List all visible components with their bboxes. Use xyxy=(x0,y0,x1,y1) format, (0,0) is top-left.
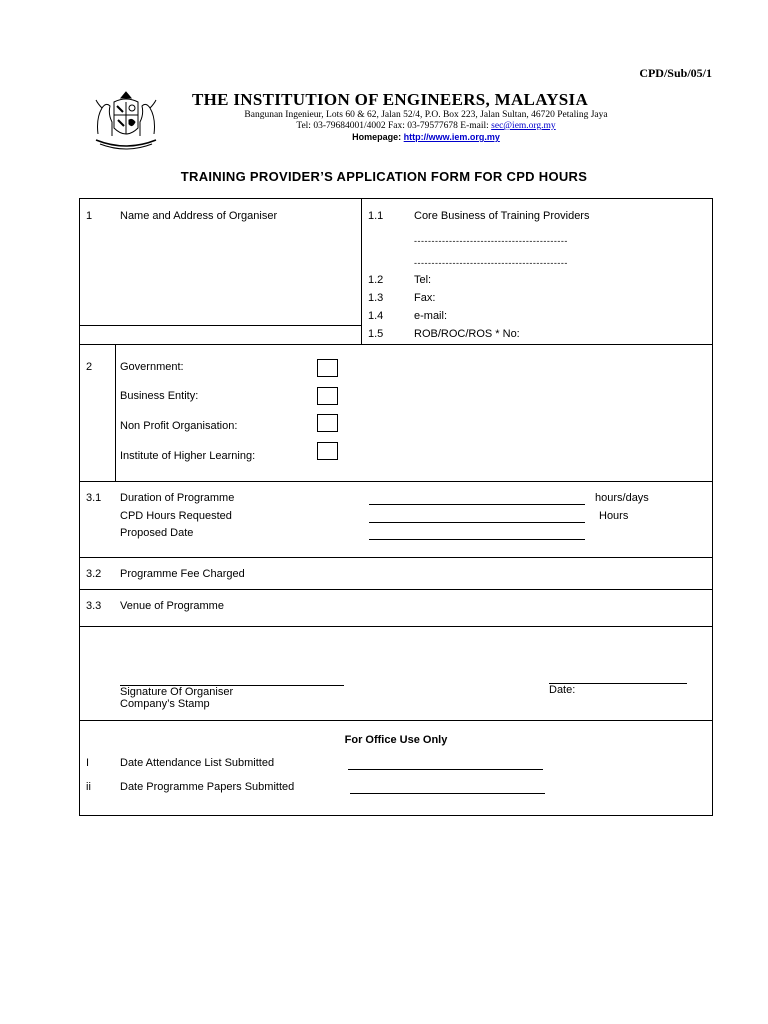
company-stamp-label: Company’s Stamp xyxy=(120,698,210,710)
proposed-date-input-line[interactable] xyxy=(369,539,585,540)
tel-fax-text: Tel: 03-79684001/4002 Fax: 03-79577678 E-mail: xyxy=(296,121,492,131)
section3-2-bottom-rule xyxy=(80,589,712,590)
attendance-list-label: Date Attendance List Submitted xyxy=(120,757,275,769)
section3-3-bottom-rule xyxy=(80,626,712,627)
section1-bottom-rule xyxy=(80,344,712,345)
item-1-2-number: 1.2 xyxy=(368,274,384,286)
option-higher-learning-label: Institute of Higher Learning: xyxy=(120,450,256,462)
section3-2-number: 3.2 xyxy=(86,568,102,580)
office-row-2-number: ii xyxy=(86,781,91,793)
higher-learning-checkbox[interactable] xyxy=(317,442,338,460)
registration-number-label: ROB/ROC/ROS * No: xyxy=(414,328,520,340)
institution-name: THE INSTITUTION OF ENGINEERS, MALAYSIA xyxy=(192,90,589,109)
section3-3-number: 3.3 xyxy=(86,600,102,612)
tel-field-label: Tel: xyxy=(414,274,432,286)
duration-label: Duration of Programme xyxy=(120,492,235,504)
section3-1-number: 3.1 xyxy=(86,492,102,504)
homepage-label: Homepage: xyxy=(352,132,404,142)
cpd-hours-input-line[interactable] xyxy=(369,522,585,523)
item-1-5-number: 1.5 xyxy=(368,328,384,340)
contact-line xyxy=(196,121,656,131)
core-business-line-2[interactable]: -------------------------------------------- xyxy=(414,258,568,268)
section2-number: 2 xyxy=(86,361,93,373)
section1-left-rule xyxy=(80,325,361,326)
option-government-label: Government: xyxy=(120,361,184,373)
item-1-3-number: 1.3 xyxy=(368,292,384,304)
office-use-title: For Office Use Only xyxy=(344,734,448,746)
section2-inner-divider xyxy=(115,344,116,481)
signature-date-label: Date: xyxy=(549,684,576,696)
attendance-list-date-line[interactable] xyxy=(348,769,543,770)
email-link[interactable]: sec@iem.org.my xyxy=(491,121,556,131)
signature-bottom-rule xyxy=(80,720,712,721)
iem-crest-logo xyxy=(88,88,164,156)
section3-1-bottom-rule xyxy=(80,557,712,558)
item-1-1-number: 1.1 xyxy=(368,210,384,222)
non-profit-checkbox[interactable] xyxy=(317,414,338,432)
cpd-hours-label: CPD Hours Requested xyxy=(120,510,232,522)
venue-label: Venue of Programme xyxy=(120,600,224,612)
office-row-1-number: I xyxy=(86,757,90,769)
core-business-line-1[interactable]: -------------------------------------------- xyxy=(414,236,568,246)
homepage-line xyxy=(196,132,656,142)
proposed-date-label: Proposed Date xyxy=(120,527,194,539)
option-business-entity-label: Business Entity: xyxy=(120,390,199,402)
fax-field-label: Fax: xyxy=(414,292,436,304)
section2-bottom-rule xyxy=(80,481,712,482)
duration-input-line[interactable] xyxy=(369,504,585,505)
programme-papers-date-line[interactable] xyxy=(350,793,545,794)
email-field-label: e-mail: xyxy=(414,310,448,322)
form-reference-code: CPD/Sub/05/1 xyxy=(639,66,712,80)
section1-number: 1 xyxy=(86,210,93,222)
form-title: TRAINING PROVIDER’S APPLICATION FORM FOR CPD HOURS xyxy=(180,169,588,184)
programme-fee-label: Programme Fee Charged xyxy=(120,568,245,580)
section1-divider xyxy=(361,199,362,344)
duration-unit: hours/days xyxy=(595,492,649,504)
application-form-table xyxy=(79,198,713,816)
homepage-link[interactable]: http://www.iem.org.my xyxy=(403,132,500,142)
organiser-name-address-label: Name and Address of Organiser xyxy=(120,210,278,222)
business-entity-checkbox[interactable] xyxy=(317,387,338,405)
item-1-4-number: 1.4 xyxy=(368,310,384,322)
core-business-label: Core Business of Training Providers xyxy=(414,210,590,222)
postal-address: Bangunan Ingenieur, Lots 60 & 62, Jalan 52/4, P.O. Box 223, Jalan Sultan, 46720 Petaling Jaya xyxy=(244,110,608,120)
programme-papers-label: Date Programme Papers Submitted xyxy=(120,781,295,793)
option-non-profit-label: Non Profit Organisation: xyxy=(120,420,238,432)
signature-label: Signature Of Organiser xyxy=(120,686,234,698)
government-checkbox[interactable] xyxy=(317,359,338,377)
cpd-hours-unit: Hours xyxy=(599,510,629,522)
